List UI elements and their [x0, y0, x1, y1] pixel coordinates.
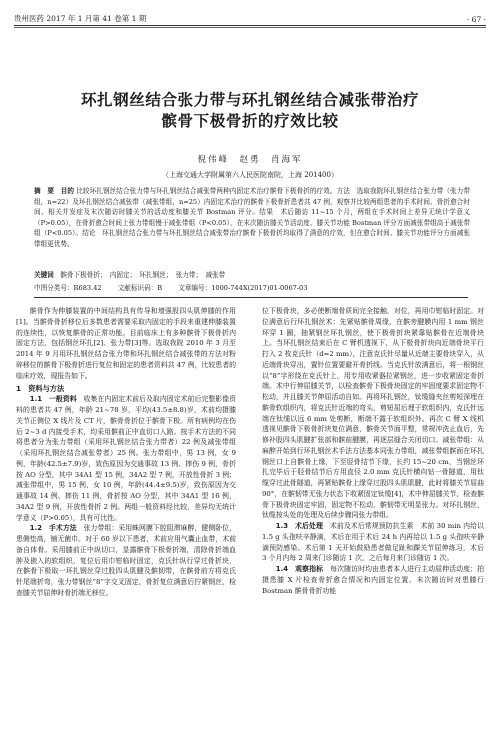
subsection-label-1-2: 1.2 手术方法: [29, 524, 77, 533]
introduction-paragraph: 髌骨作为伸膝装置的中间结构具有传导和增强股四头肌伸膝的作用[1]。当髌骨骨折移位后多数患者需要采取内固定的手段来重建伸膝装置的连续性，以恢复髌骨的正常功能。目前临床上有多种髌骨下极骨折内固定方法，包括钢丝环扎[2]、张力带[3]等。选取我院 2010 年 3 月至 2014 年 9 月用环扎钢丝结合张力带和环扎钢丝结合减张带的方法对粉碎移位的髌骨下极骨折进行复位和固定的患者资料共 47 例，比较患者的临床疗效，现报告如下。: [16, 307, 236, 380]
article-number: 文章编号：1000-744X(2017)01-0067-03: [178, 284, 308, 292]
abstract-label: 摘 要 目的: [34, 187, 75, 195]
observation-paragraph: [262, 564, 484, 596]
keywords-label: 关键词: [34, 271, 54, 279]
subsection-label-1-3: 1.3 术后处理: [275, 522, 323, 530]
classification-line: [34, 283, 470, 293]
general-data-text: 收集在内固定术前后及取内固定术前后完整影像资料的患者共 47 例，年龄 21~78 岁，平均(43.5±8.8)岁，术前均摄膝关节正侧位 X 线片及 CT 片，髌骨骨折位于髌骨下极。所有病例均在伤后 2~3 d 内接受手术，均采用髌前正中直切口入路。按手术方法的不同将患者分为张力带组（采用环扎钢丝结合张力带者）22 例及减张带组（采用环扎钢丝结合减张带者）25 例。张力带组中，男 13 例，女 9 例，年龄(42.5±7.9)岁，致伤原因为交通事故 13 例、摔伤 9 例，骨折按 AO 分型，其中 34A1 型 15 例，34A2 型 7 例，开放性骨折 3 例；减张带组中，男 15 例，女 10 例，年龄(44.4±9.5)岁，致伤原因为交通事故 14 例、摔伤 11 例，骨折按 AO 分型，其中 34A1 型 16 例，34A2 型 9 例，开放性骨折 2 例。两组一般资料经比较，差异均无统计学意义（P>0.05），具有可比性。: [16, 395, 237, 522]
journal-issue: 贵州医药 2017 年 1 月第 41 卷第 1 期: [14, 14, 147, 23]
subsection-label-1-4: 1.4 观察指标: [275, 565, 324, 573]
clc-number: 中图分类号：R683.42: [34, 284, 102, 292]
running-head: [14, 10, 486, 24]
header-rule: [14, 25, 486, 26]
general-data-paragraph: [16, 394, 236, 523]
postoperative-text: 术前及术后常规预防抗生素 术前 30 min 内给以 1.5 g 头孢呋辛静滴，术后在用于术后 24 h 内再给以 1.5 g 头孢呋辛静滴预防感染。术后第 1 天开始鼓励患者做足趾和踝关节屈伸练习，术后 3 个月内每 2 周来门诊随访 1 次，之后每月来门诊随访 1 次。: [262, 522, 484, 563]
author-affiliation: （上海交通大学附属第六人民医院南院，上海 201400）: [162, 171, 338, 179]
abstract: [34, 186, 470, 250]
document-code: 文献标识码：B: [117, 284, 163, 292]
article-title-line-2: 髌骨下极骨折的疗效比较: [161, 112, 339, 130]
keywords-text: 髌骨下极骨折； 内固定； 环扎钢丝； 张力带； 减张带: [60, 271, 226, 279]
surgical-method-text: 张力带组：采用蛛网膜下腔阻滞麻醉，健侧卧位，患侧垫高，铺无菌巾。对于 60 岁以下患者，术前应用气囊止血带，术前备自体骨。采用膝前正中纵切口，显露髌骨下极骨折端，清除骨折端血肿及嵌入的软组织，复位后用巾钳临时固定，克氏针纵行穿过骨折块，在髌骨下极取一环扎钢丝穿过股四头肌腱及髌韧带，在髌骨前方将克氏针尾端折弯，张力带钢丝“8”字交叉固定，骨折复位满意后拧紧钢丝，检查膝关节屈伸时骨折端无移位。: [16, 524, 237, 597]
article-title-line-1: 环扎钢丝结合张力带与环扎钢丝结合减张带治疗: [80, 91, 420, 109]
body-right-column: [262, 306, 484, 596]
abstract-text: 比较环扎钢丝结合张力带与环扎钢丝结合减张带两种内固定术治疗髌骨下极骨折的疗效。方法 选取我院环扎钢丝结合张力带（张力带组，n=22）及环扎钢丝结合减张带（减张带组，n=25）内固定术治疗的髌骨下极骨折患者共 47 例，观察并比较两组患者的手术时间、骨折愈合时间、相关并发症及末次随访时膝关节的活动度和膝关节 Bostman 评分。结果 术后随访 11~15 个月，两组在手术时间上差异无统计学意义（P>0.05），在骨折愈合时间上张力带组慢于减张带组（P<0.05），在末次随访膝关节活动度、膝关节功能 Bostman 评分方面减张带组高于减张带组（P<0.05）。结论 环扎钢丝结合张力带与环扎钢丝结合减张带治疗髌骨下极骨折均取得了满意的疗效，但在愈合时间、膝关节功能评分方面减张带组更优势。: [34, 187, 471, 248]
body-left-column: [16, 306, 236, 599]
surgical-method-paragraph: [16, 523, 236, 598]
author-list: 倪伟峰 赵勇 肖海军: [197, 155, 303, 165]
header-rule-thin: [14, 27, 486, 28]
section-heading-materials-methods: 1 资料与方法: [16, 384, 65, 394]
abstract-divider: [34, 297, 468, 298]
postoperative-paragraph: [262, 521, 484, 564]
surgical-method-continued: 位下极骨块，多必使断端骨质间完全接触，对位，再用巾钳临时固定。对位满意后行环扎钢丝术：先紧贴髌骨周缘，在髌旁腱膜内用 1 mm 钢丝环穿 1 圈，抽紧钢丝环扎钢丝，使下极骨折块紧靠贴髌骨在近端骨块上。当环扎钢丝结束后在 C 臂机透视下，从下极骨折块向近端骨块平行打入 2 枚克氏针（d=2 mm），注意克氏针尽量从近端主要骨块穿入，从近端骨块穿出，置针位置要避开骨折线。当克氏针放满意后，将一根钢丝以“8”字形绕在克氏针上，用专用收紧器拉紧钢丝，进一步收紧固定骨折端。术中行伸屈膝关节，以检查髌骨下极骨块固定的牢固度要求固定物不松动，并且膝关节伸屈活动自如。再将环扎钢丝，钛缆缝夹丝剪短深埋在髌骨软组织内，将克氏针近端的弯头，剪短屈后埋于软组织内，克氏针远端在钛缆以远 6 mm 处剪断，断端不露于软组织外。再次 C 臂 X 线机透视见髌骨下极骨折块复位满意，髌骨关节面平整，常规冲洗止血后，先修补股四头肌腱扩张部和髌前腱膜，再逐层缝合关闭切口。减张带组：从麻醉开始到行环扎钢丝术手法方法基本同张力带组，减张带组髌面在环扎钢丝口上自髌骨上缘，下至胫骨结节下缘，长约 15~20 cm，当钢丝环扎完毕后于胫骨结节后方用直径 2.0 mm 克氏针横向钻一骨隧道，用钛缆穿过此骨隧道，再紧贴髌骨上缘穿过股四头肌肌腱，此时将膝关节屈曲 90°，在髌韧带无张力状态下收紧固定钛缆[4]，术中伸屈膝关节，检查髌骨下极骨块固定牢固，固定物不松动，髌韧带无明显张力。对环扎钢丝，钛缆按头处的处理及后续步骤同张力带组。: [262, 307, 484, 520]
page-number: · 67 ·: [466, 15, 486, 24]
subsection-label-1-1: 1.1 一般资料: [29, 395, 77, 404]
keywords: [34, 270, 470, 280]
observation-text: 每次随访时均由患者本人进行主动屈伸活动度；拍摄患膝 X 片检查骨折愈合情况和内固定位置。末次随访时对患膝行 Bostman 髌骨骨折功能: [262, 565, 484, 595]
